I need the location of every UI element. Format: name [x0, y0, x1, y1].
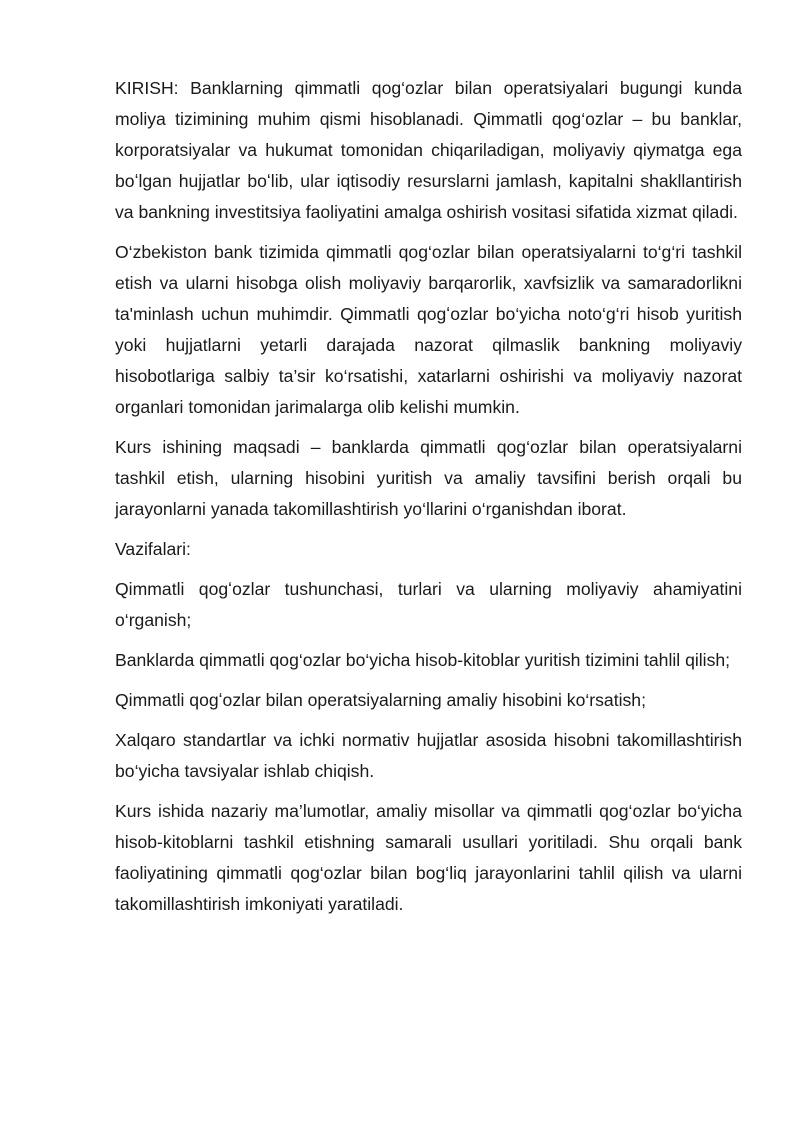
conclusion-paragraph: Kurs ishida nazariy ma’lumotlar, amaliy misollar va qimmatli qog‘ozlar bo‘yicha hisob-kitoblarni tashkil etishning samarali usullari yoritiladi. Shu orqali bank faoliyatining qimmatli qog‘ozlar bilan bog‘liq jarayonlarini tahlil qilish va ularni takomillashtirish imkoniyati yaratiladi.: [115, 801, 742, 914]
task-item-4: Xalqaro standartlar va ichki normativ hujjatlar asosida hisobni takomillashtirish bo‘yicha tavsiyalar ishlab chiqish.: [115, 730, 742, 781]
task-item-2: Banklarda qimmatli qog‘ozlar bo‘yicha hisob-kitoblar yuritish tizimini tahlil qilish;: [115, 650, 731, 670]
task-item-3: Qimmatli qogʻozlar bilan operatsiyalarning amaliy hisobini ko‘rsatish;: [115, 690, 646, 710]
context-paragraph: O‘zbekiston bank tizimida qimmatli qog‘ozlar bilan operatsiyalarni to‘g‘ri tashkil etish va ularni hisobga olish moliyaviy barqarorlik, xavfsizlik va samaradorlikni ta'minlash uchun muhimdir. Qimmatli qogʻozlar bo‘yicha noto‘g‘ri hisob yuritish yoki hujjatlarni yetarli darajada nazorat qilmaslik bankning moliyaviy hisobotlariga salbiy ta’sir ko‘rsatishi, xatarlarni oshirishi va moliyaviy nazorat organlari tomonidan jarimalarga olib kelishi mumkin.: [115, 242, 742, 417]
task-item-1: Qimmatli qogʻozlar tushunchasi, turlari va ularning moliyaviy ahamiyatini o‘rganish;: [115, 579, 742, 630]
document-page: [115, 73, 742, 929]
intro-paragraph: KIRISH: Banklarning qimmatli qog‘ozlar bilan operatsiyalari bugungi kunda moliya tizimining muhim qismi hisoblanadi. Qimmatli qog‘ozlar – bu banklar, korporatsiyalar va hukumat tomonidan chiqariladigan, moliyaviy qiymatga ega boʻlgan hujjatlar boʻlib, ular iqtisodiy resurslarni jamlash, kapitalni shakllantirish va bankning investitsiya faoliyatini amalga oshirish vositasi sifatida xizmat qiladi.: [115, 78, 742, 222]
tasks-heading: Vazifalari:: [115, 539, 191, 559]
goal-paragraph: Kurs ishining maqsadi – banklarda qimmatli qog‘ozlar bilan operatsiyalarni tashkil etish, ularning hisobini yuritish va amaliy tavsifini berish orqali bu jarayonlarni yanada takomillashtirish yo‘llarini o‘rganishdan iborat.: [115, 437, 742, 519]
